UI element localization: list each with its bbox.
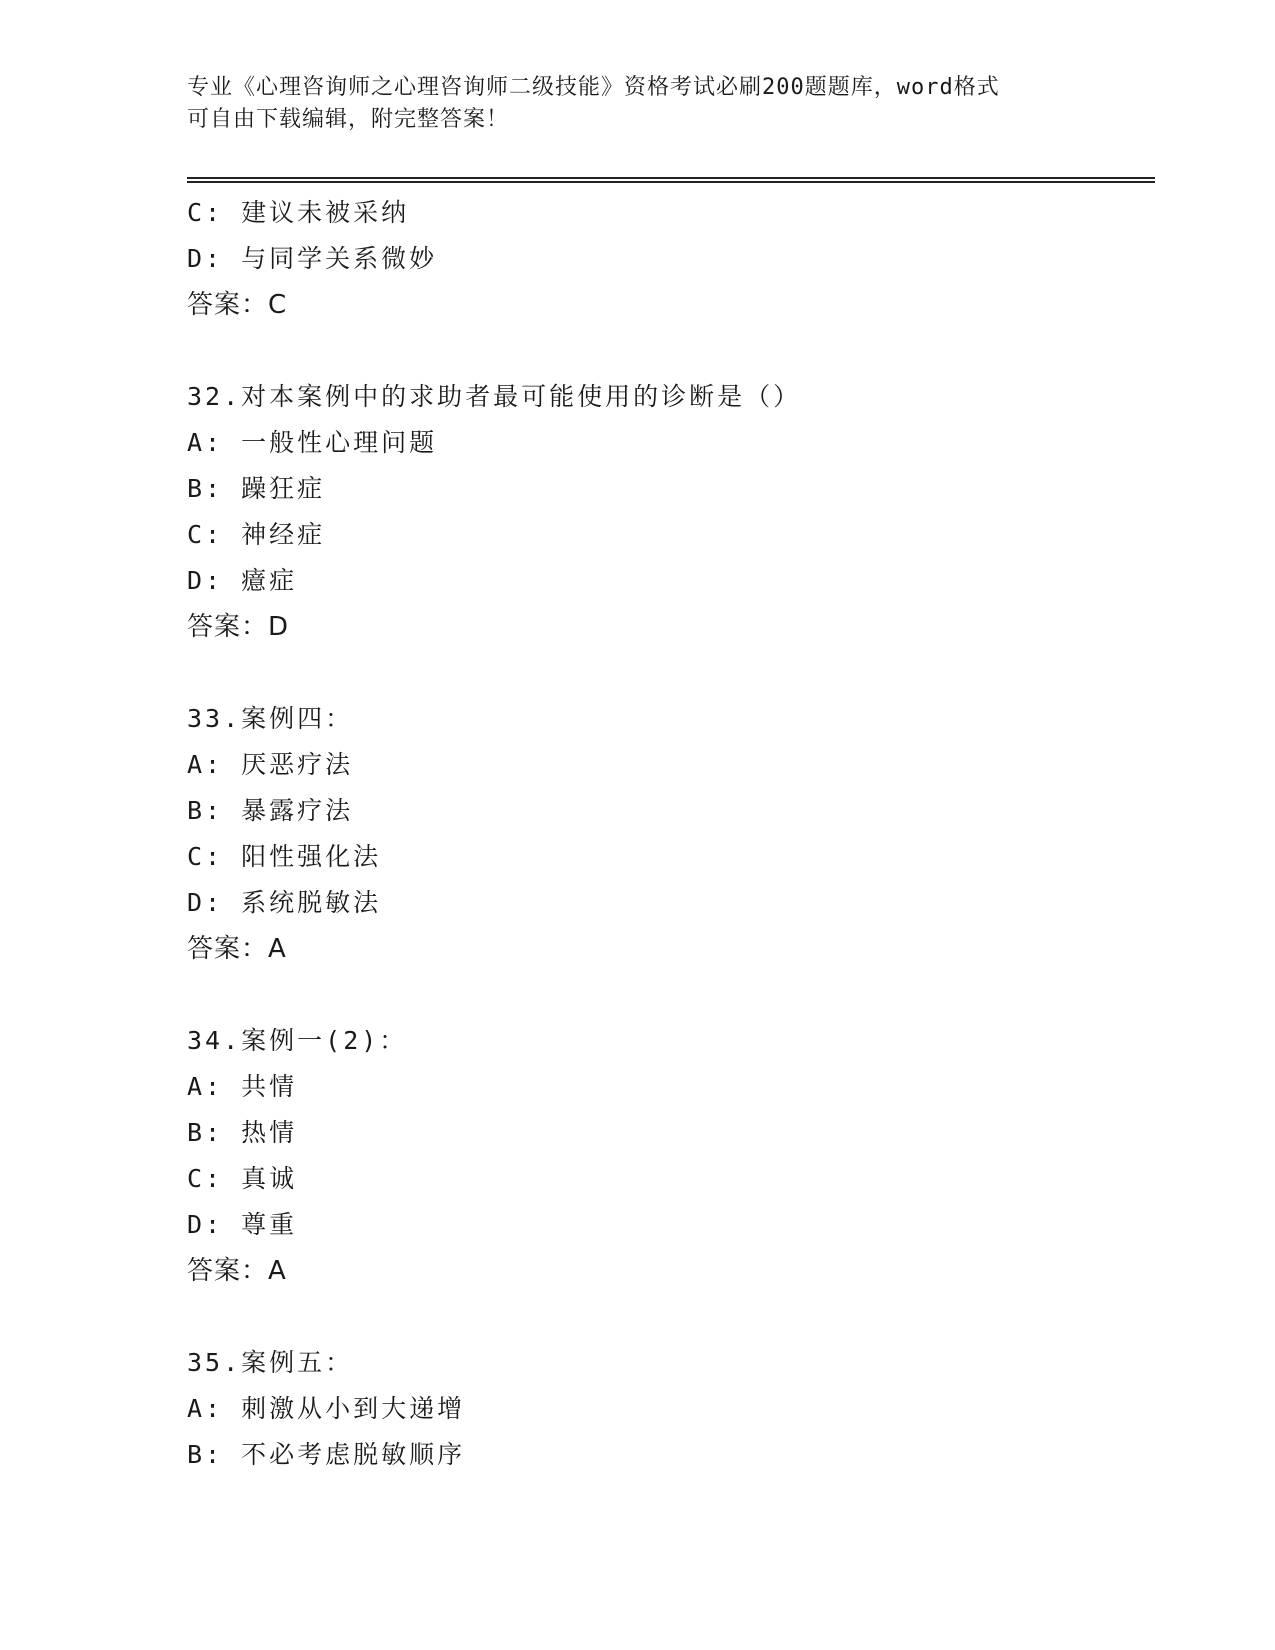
- header-line-1: 专业《心理咨询师之心理咨询师二级技能》资格考试必刷200题题库，word格式: [187, 75, 1000, 100]
- option-letter: B:: [187, 1440, 224, 1469]
- header-double-rule: [187, 177, 1155, 183]
- option-text: 一般性心理问题: [241, 428, 438, 457]
- spacer: [187, 972, 1147, 1018]
- option-letter: A:: [187, 428, 224, 457]
- question-34: [187, 1018, 1147, 1294]
- spacer: [187, 1294, 1147, 1340]
- option-text: 暴露疗法: [241, 796, 354, 825]
- option-letter: C:: [187, 1164, 224, 1193]
- option-b: [187, 1432, 1147, 1478]
- question-33: [187, 696, 1147, 972]
- spacer: [187, 328, 1147, 374]
- option-a: [187, 1064, 1147, 1110]
- answer-line: 答案：C: [187, 290, 288, 320]
- question-31-continuation: [187, 190, 1147, 328]
- option-letter: D:: [187, 1210, 224, 1239]
- answer-line: 答案：D: [187, 612, 290, 642]
- question-stem: 32.对本案例中的求助者最可能使用的诊断是（）: [187, 382, 802, 411]
- option-letter: D:: [187, 244, 224, 273]
- option-text: 真诚: [241, 1164, 298, 1193]
- question-stem: 35.案例五：: [187, 1348, 354, 1377]
- header-line-2: 可自由下载编辑，附完整答案！: [187, 107, 510, 132]
- question-32: [187, 374, 1147, 650]
- option-a: [187, 742, 1147, 788]
- option-a: [187, 1386, 1147, 1432]
- option-c: [187, 1156, 1147, 1202]
- option-text: 癔症: [241, 566, 298, 595]
- spacer: [187, 650, 1147, 696]
- question-list: [187, 190, 1147, 1478]
- option-text: 阳性强化法: [241, 842, 382, 871]
- option-text: 建议未被采纳: [241, 198, 410, 227]
- option-text: 热情: [241, 1118, 298, 1147]
- option-b: [187, 1110, 1147, 1156]
- document-header: [187, 72, 1067, 136]
- option-letter: C:: [187, 842, 224, 871]
- option-letter: C:: [187, 520, 224, 549]
- option-letter: D:: [187, 566, 224, 595]
- option-letter: A:: [187, 1072, 224, 1101]
- option-letter: A:: [187, 1394, 224, 1423]
- option-b: [187, 788, 1147, 834]
- option-d: [187, 1202, 1147, 1248]
- option-letter: C:: [187, 198, 224, 227]
- question-stem: 33.案例四：: [187, 704, 354, 733]
- option-b: [187, 466, 1147, 512]
- option-letter: A:: [187, 750, 224, 779]
- option-d: [187, 558, 1147, 604]
- option-text: 系统脱敏法: [241, 888, 382, 917]
- answer-line: 答案：A: [187, 934, 287, 964]
- option-a: [187, 420, 1147, 466]
- question-35: [187, 1340, 1147, 1478]
- question-stem: 34.案例一(2)：: [187, 1026, 408, 1055]
- answer-line: 答案：A: [187, 1256, 287, 1286]
- option-letter: B:: [187, 1118, 224, 1147]
- option-text: 躁狂症: [241, 474, 326, 503]
- option-text: 神经症: [241, 520, 326, 549]
- option-text: 不必考虑脱敏顺序: [241, 1440, 466, 1469]
- option-text: 厌恶疗法: [241, 750, 354, 779]
- option-c: [187, 190, 1147, 236]
- option-letter: B:: [187, 474, 224, 503]
- option-text: 与同学关系微妙: [241, 244, 438, 273]
- option-letter: D:: [187, 888, 224, 917]
- option-c: [187, 834, 1147, 880]
- option-text: 刺激从小到大递增: [241, 1394, 466, 1423]
- option-text: 尊重: [241, 1210, 298, 1239]
- option-d: [187, 236, 1147, 282]
- option-letter: B:: [187, 796, 224, 825]
- option-text: 共情: [241, 1072, 298, 1101]
- option-c: [187, 512, 1147, 558]
- option-d: [187, 880, 1147, 926]
